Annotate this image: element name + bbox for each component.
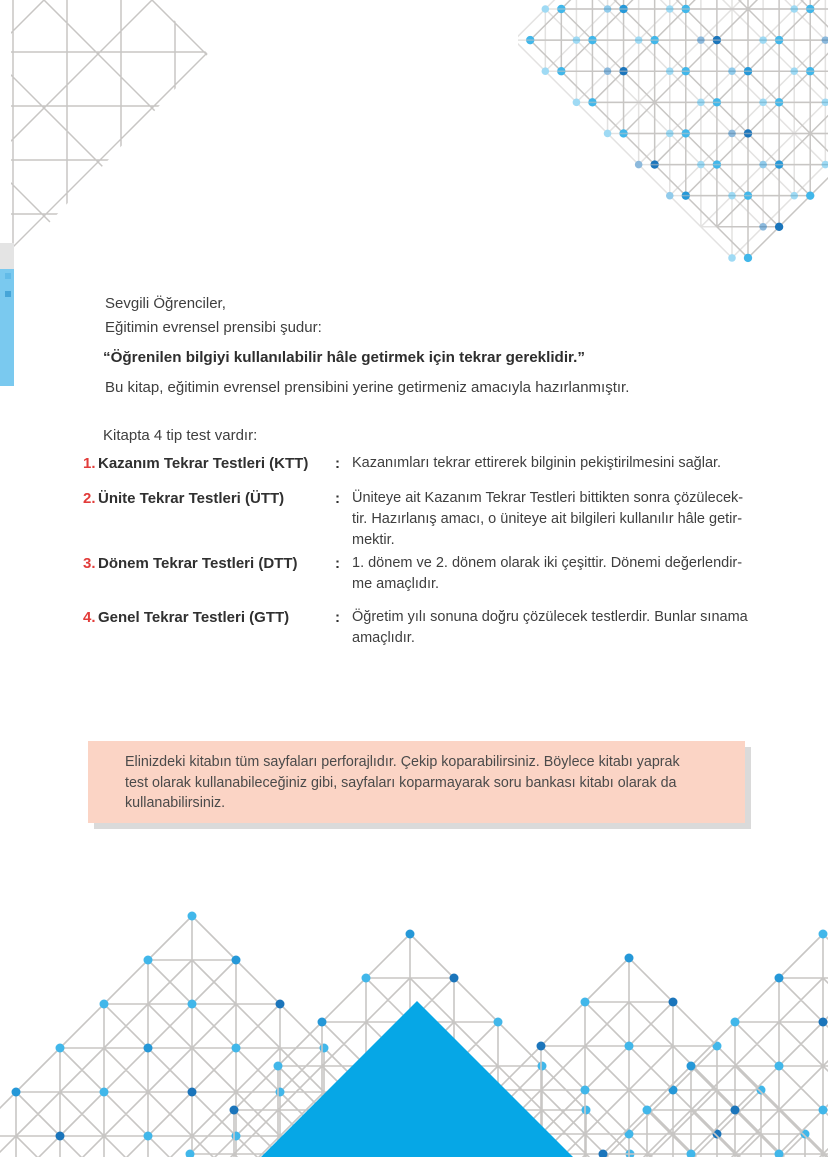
principle-quote-text: “Öğrenilen bilgiyi kullanılabilir hâle getirmek için tekrar gereklidir.” xyxy=(103,349,585,366)
item-number: 4. xyxy=(83,609,96,626)
mesh-dot xyxy=(364,1088,373,1097)
mesh-dot xyxy=(518,35,520,46)
mesh-dot xyxy=(586,34,598,46)
mesh-dot xyxy=(188,1088,197,1097)
mesh-dot xyxy=(450,1150,459,1157)
mesh-dot xyxy=(586,96,598,108)
mesh-dot xyxy=(232,1132,241,1141)
mesh-dot xyxy=(804,3,816,15)
mesh-dot xyxy=(680,190,692,202)
mesh-dot xyxy=(582,1106,591,1115)
item-desc-line: mektir. xyxy=(352,532,395,548)
mesh-dot xyxy=(625,954,634,963)
mesh-dot xyxy=(599,1150,608,1157)
mesh-dot xyxy=(494,1018,503,1027)
mesh-dot xyxy=(664,66,675,77)
mesh-dot xyxy=(537,1130,546,1139)
mesh-dot xyxy=(775,1150,784,1157)
item-separator: : xyxy=(335,609,340,626)
mesh-dot xyxy=(742,128,754,140)
rotated-mesh xyxy=(518,0,828,263)
note-line: test olarak kullanabileceğiniz gibi, sayfaları koparmayarak soru bankası kitabı olarak da xyxy=(125,774,677,791)
mesh-dot xyxy=(664,190,675,201)
mesh-dot xyxy=(713,1130,722,1139)
mesh-dot xyxy=(664,4,675,15)
mesh-dot xyxy=(602,128,613,139)
mesh-dot xyxy=(633,159,644,170)
tab-dot xyxy=(5,291,11,297)
item-title: Kazanım Tekrar Testleri (KTT) xyxy=(98,455,309,472)
list-intro-text: Kitapta 4 tip test vardır: xyxy=(103,427,258,444)
mesh-dot xyxy=(742,252,754,264)
purpose-text: Bu kitap, eğitimin evrensel prensibini yerine getirmeniz amacıyla hazırlanmıştır. xyxy=(105,379,630,396)
mesh-dot xyxy=(618,128,630,140)
item-description xyxy=(352,607,748,649)
mesh-dot xyxy=(320,1044,329,1053)
mesh-dot xyxy=(731,1106,740,1115)
mesh-dot xyxy=(758,35,769,46)
item-desc-line: 1. dönem ve 2. dönem olarak iki çeşittir. Dönemi değerlendir- xyxy=(352,555,743,571)
mesh-dot xyxy=(742,65,754,77)
mesh-dot xyxy=(602,66,613,77)
mesh-dot xyxy=(669,998,678,1007)
mesh-dot xyxy=(230,1106,239,1115)
item-description xyxy=(352,553,742,595)
perforation-note-box xyxy=(88,741,745,823)
mesh-dot xyxy=(757,1086,766,1095)
solid-blue-mountain xyxy=(258,1001,576,1157)
mesh-dot xyxy=(276,1000,285,1009)
mesh-dot xyxy=(626,1150,635,1157)
mesh-dot xyxy=(625,1130,634,1139)
mesh-dot xyxy=(789,66,800,77)
mesh-dot xyxy=(555,3,567,15)
mountain-mesh-lines xyxy=(559,934,828,1157)
mesh-lines xyxy=(530,0,828,258)
mesh-dot xyxy=(362,974,371,983)
mesh-dot xyxy=(144,1132,153,1141)
item-title: Ünite Tekrar Testleri (ÜTT) xyxy=(98,490,285,507)
mesh-dot xyxy=(274,1150,283,1157)
mesh-dot xyxy=(100,1088,109,1097)
mesh-dot xyxy=(758,159,769,170)
mesh-dot xyxy=(362,1062,371,1071)
tab-dot xyxy=(5,273,11,279)
mesh-dot xyxy=(320,1132,329,1141)
mesh-dot xyxy=(494,1106,503,1115)
mesh-dot xyxy=(687,1150,696,1157)
mesh-dot xyxy=(144,956,153,965)
bottom-mountains-decoration xyxy=(0,890,828,1157)
edge-tab-blue xyxy=(0,269,14,386)
mesh-dot xyxy=(56,1132,65,1141)
mesh-dot xyxy=(664,128,675,139)
mesh-dot xyxy=(362,1150,371,1157)
item-desc-line: Kazanımları tekrar ettirerek bilginin pekiştirilmesini sağlar. xyxy=(352,455,722,471)
mesh-dot xyxy=(696,159,707,170)
mesh-dot xyxy=(731,1018,740,1027)
mesh-dot xyxy=(727,66,738,77)
principle-intro-text: Eğitimin evrensel prensibi şudur: xyxy=(105,319,322,336)
mesh-dot xyxy=(773,221,785,233)
mesh-dot xyxy=(633,35,644,46)
top-right-mesh-decoration xyxy=(518,0,828,310)
mesh-dot xyxy=(56,1044,65,1053)
mesh-dot xyxy=(12,1088,21,1097)
note-line: kullanabilirsiniz. xyxy=(125,795,226,811)
mesh-dot xyxy=(696,35,707,46)
mesh-dot xyxy=(571,97,582,108)
mesh-dot xyxy=(408,1132,417,1141)
mesh-dot xyxy=(188,912,197,921)
mesh-dot xyxy=(449,1130,458,1139)
mesh-dot xyxy=(727,253,738,264)
item-separator: : xyxy=(335,455,340,472)
mesh-dot xyxy=(819,930,828,939)
item-desc-line: amaçlıdır. xyxy=(352,630,415,646)
mesh-dot xyxy=(618,65,630,77)
mesh-dot xyxy=(450,974,459,983)
mesh-dot xyxy=(820,159,828,170)
mesh-dot xyxy=(773,96,785,108)
mesh-dot xyxy=(274,1062,283,1071)
mesh-dot xyxy=(100,1000,109,1009)
mesh-dot xyxy=(819,1106,828,1115)
mesh-dot xyxy=(711,159,723,171)
mesh-lines xyxy=(0,0,232,272)
item-desc-line: me amaçlıdır. xyxy=(352,576,440,592)
item-title: Dönem Tekrar Testleri (DTT) xyxy=(98,555,298,572)
mesh-dot xyxy=(727,128,738,139)
mesh-dot xyxy=(789,4,800,15)
mesh-dot xyxy=(581,998,590,1007)
edge-tab-gray xyxy=(0,243,14,269)
mesh-dot xyxy=(804,65,816,77)
mesh-dot xyxy=(540,4,551,15)
greeting-text: Sevgili Öğrenciler, xyxy=(105,295,226,312)
mesh-dot xyxy=(713,1042,722,1051)
mesh-dot xyxy=(727,190,738,201)
item-separator: : xyxy=(335,490,340,507)
mesh-dot xyxy=(406,1018,415,1027)
mesh-dot xyxy=(742,190,754,202)
top-left-mesh-decoration xyxy=(0,0,232,272)
mesh-dot xyxy=(680,128,692,140)
mesh-dot xyxy=(571,35,582,46)
item-title: Genel Tekrar Testleri (GTT) xyxy=(98,609,290,626)
mesh-dot xyxy=(537,1042,546,1051)
mesh-dot xyxy=(696,97,707,108)
mesh-dot xyxy=(711,34,723,46)
item-description xyxy=(352,453,721,474)
note-line: Elinizdeki kitabın tüm sayfaları perforajlıdır. Çekip koparabilirsiniz. Böylece kitabı yaprak xyxy=(125,754,680,770)
mesh-dot xyxy=(538,1150,547,1157)
mesh-dot xyxy=(819,1018,828,1027)
mesh-dot xyxy=(775,1062,784,1071)
mesh-dot xyxy=(758,221,769,232)
mesh-dot xyxy=(602,4,613,15)
mesh-dot xyxy=(773,159,785,171)
item-number: 1. xyxy=(83,455,96,472)
mesh-dot xyxy=(232,1044,241,1053)
mesh-lines xyxy=(518,0,828,258)
mesh-dot xyxy=(773,34,785,46)
mesh-dot xyxy=(538,1062,547,1071)
mesh-dot xyxy=(318,1018,327,1027)
item-number: 3. xyxy=(83,555,96,572)
rotated-mesh xyxy=(524,0,828,264)
mountain-mesh-lines xyxy=(409,958,828,1157)
mesh-dot xyxy=(406,930,415,939)
mesh-dot xyxy=(687,1062,696,1071)
mesh-dot xyxy=(643,1106,652,1115)
item-number: 2. xyxy=(83,490,96,507)
mesh-dot xyxy=(758,97,769,108)
item-desc-line: Üniteye ait Kazanım Tekrar Testleri bittikten sonra çözülecek- xyxy=(352,490,744,506)
mesh-dot xyxy=(820,97,828,108)
mesh-dot xyxy=(555,65,567,77)
mesh-dot xyxy=(581,1086,590,1095)
mesh-dot xyxy=(801,1130,810,1139)
mesh-dot xyxy=(804,190,816,202)
mesh-dot xyxy=(406,1106,415,1115)
item-description xyxy=(352,488,743,551)
mesh-dot xyxy=(649,34,661,46)
mesh-dot xyxy=(493,1086,502,1095)
mesh-dot xyxy=(188,1000,197,1009)
mesh-dot xyxy=(318,1106,327,1115)
mesh-dot xyxy=(186,1150,195,1157)
mesh-dot xyxy=(711,96,723,108)
mesh-dot xyxy=(232,956,241,965)
mesh-dot xyxy=(540,66,551,77)
item-separator: : xyxy=(335,555,340,572)
mesh-dot xyxy=(649,159,661,171)
mesh-dot xyxy=(524,34,536,46)
mesh-dot xyxy=(680,65,692,77)
mountain-mesh-lines xyxy=(146,934,674,1157)
mesh-dot xyxy=(680,3,692,15)
mesh-dot xyxy=(775,974,784,983)
mesh-dot xyxy=(618,3,630,15)
mesh-dot xyxy=(276,1088,285,1097)
mountain-mesh-lines xyxy=(0,916,456,1157)
mesh-dot xyxy=(625,1042,634,1051)
mesh-dot xyxy=(450,1062,459,1071)
item-desc-line: Öğretim yılı sonuna doğru çözülecek testlerdir. Bunlar sınama xyxy=(352,609,748,625)
mesh-dot xyxy=(669,1086,678,1095)
mesh-dot xyxy=(789,190,800,201)
mesh-dot xyxy=(144,1044,153,1053)
mesh-dot xyxy=(820,35,828,46)
item-desc-line: tir. Hazırlanış amacı, o üniteye ait bilgileri kullanılır hâle getir- xyxy=(352,511,743,527)
